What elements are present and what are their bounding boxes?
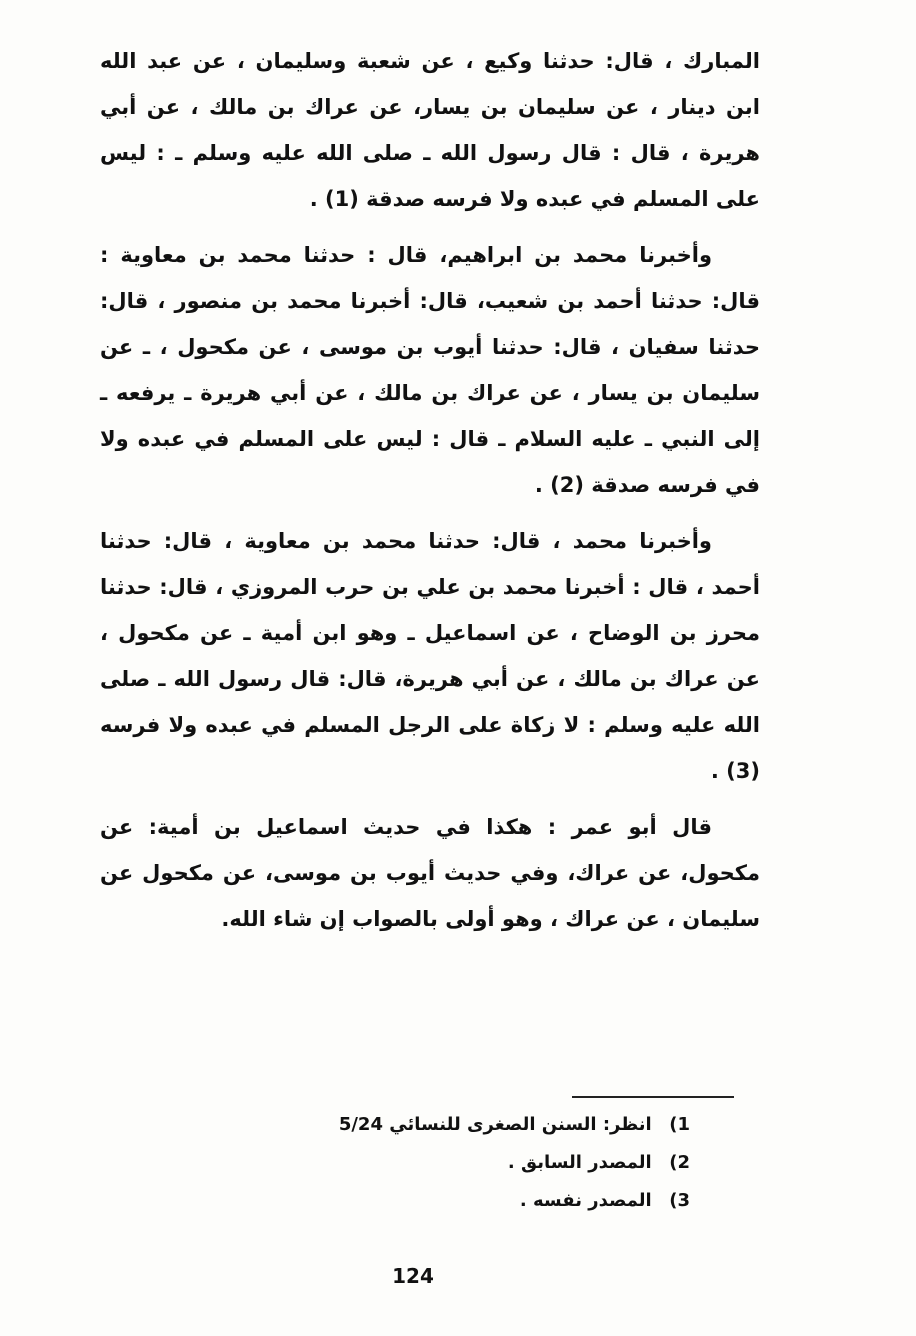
paragraph-2: وأخبرنا محمد بن ابراهيم، قال : حدثنا محمد بن معاوية : قال: حدثنا أحمد بن شعيب، قال: أخبرنا محمد بن منصور ، قال: حدثنا سفيان ، قال: حدثنا أيوب بن موسى ، عن مكحول ، ـ عن سليمان بن يسار ، عن عراك بن مالك ، عن أبي هريرة ـ يرفعه ـ إلى النبي ـ عليه السلام ـ قال : ليس على المسلم في عبده ولا في فرسه صدقة (2) . — [100, 243, 760, 497]
page-number: 124 — [392, 1264, 434, 1288]
paragraph-4: قال أبو عمر : هكذا في حديث اسماعيل بن أمية: عن مكحول، عن عراك، وفي حديث أيوب بن موسى، عن مكحول عن سليمان ، عن عراك ، وهو أولى بالصواب إن شاء الله. — [100, 815, 760, 931]
footnote-number: 1) — [669, 1114, 690, 1135]
paragraph-1: المبارك ، قال: حدثنا وكيع ، عن شعبة وسليمان ، عن عبد الله ابن دينار ، عن سليمان بن يسار، عن عراك بن مالك ، عن أبي هريرة ، قال : قال رسول الله ـ صلى الله عليه وسلم ـ : ليس على المسلم في عبده ولا فرسه صدقة (1) . — [100, 49, 760, 211]
footnote-text: المصدر السابق . — [507, 1152, 652, 1173]
footnote-2 — [300, 1144, 690, 1182]
paragraph-3: وأخبرنا محمد ، قال: حدثنا محمد بن معاوية ، قال: حدثنا أحمد ، قال : أخبرنا محمد بن علي بن حرب المروزي ، قال: حدثنا محرز بن الوضاح ، عن اسماعيل ـ وهو ابن أمية ـ عن مكحول ، عن عراك بن مالك ، عن أبي هريرة، قال: قال رسول الله ـ صلى الله عليه وسلم : لا زكاة على الرجل المسلم في عبده ولا فرسه (3) . — [100, 529, 760, 783]
footnote-text: المصدر نفسه . — [519, 1190, 652, 1211]
footnote-3 — [300, 1182, 690, 1220]
main-text — [100, 38, 760, 942]
footnote-number: 2) — [669, 1152, 690, 1173]
footnotes — [300, 1106, 690, 1220]
footnote-text: انظر: السنن الصغرى للنسائي 5/24 — [338, 1114, 652, 1135]
footnote-1 — [300, 1106, 690, 1144]
footnote-divider — [572, 1096, 734, 1098]
footnote-number: 3) — [669, 1190, 690, 1211]
